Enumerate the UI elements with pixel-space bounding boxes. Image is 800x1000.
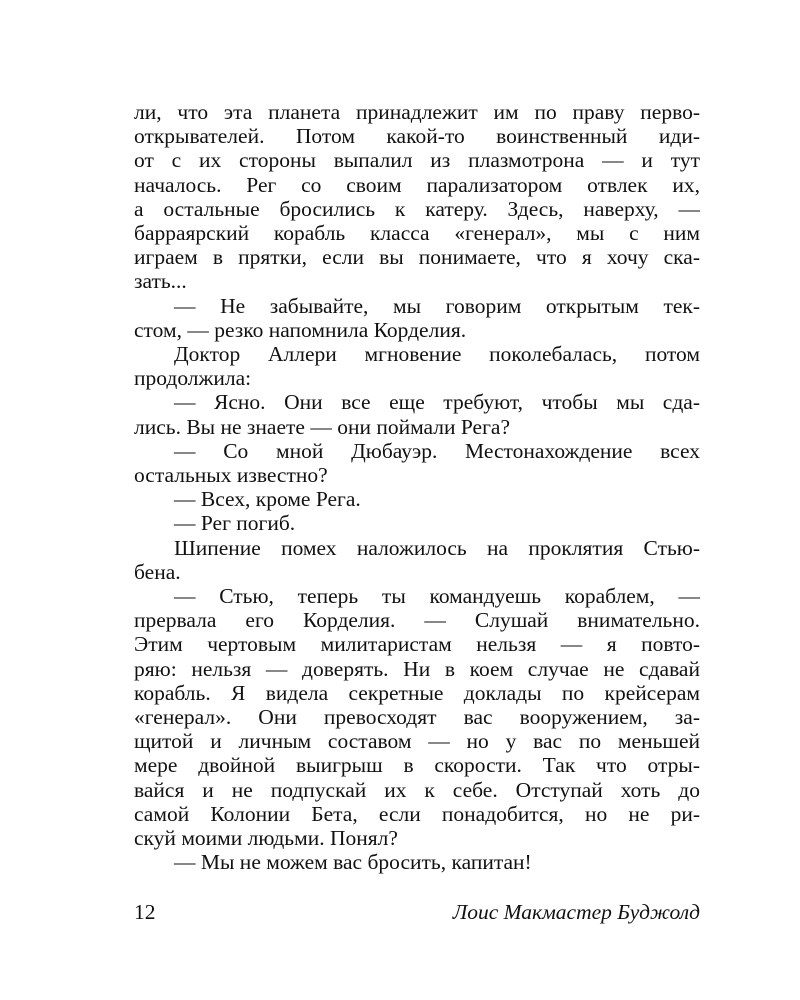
text-line: — Всех, кроме Рега. [174, 487, 361, 512]
text-line: щитой и личным составом — но у вас по меньшей [134, 729, 700, 754]
text-line: — Рег погиб. [174, 511, 296, 536]
text-line: барраярский корабль класса «генерал», мы с ним [134, 221, 700, 246]
text-line: — Не забывайте, мы говорим открытым тек- [174, 293, 700, 318]
text-line: самой Колонии Бета, если понадобится, но не ри- [134, 801, 700, 826]
running-footer-author: Лоис Макмастер Буджолд [452, 900, 700, 924]
text-line: корабль. Я видела секретные доклады по крейсерам [134, 680, 700, 705]
text-line: зать... [134, 269, 187, 294]
text-line: — Стью, теперь ты командуешь кораблем, — [174, 584, 700, 609]
page-number: 12 [134, 900, 156, 924]
text-line: от с их стороны выпалил из плазмотрона — и тут [134, 148, 700, 173]
text-line: «генерал». Они превосходят вас вооружением, за- [134, 705, 700, 730]
text-line: играем в прятки, если вы понимаете, что я хочу ска- [134, 245, 700, 270]
text-line: — Ясно. Они все еще требуют, чтобы мы сда- [174, 390, 700, 415]
text-line: открывателей. Потом какой-то воинственный иди- [134, 124, 700, 149]
text-line: — Мы не можем вас бросить, капитан! [174, 850, 532, 875]
text-line: лись. Вы не знаете — они поймали Рега? [134, 414, 511, 439]
text-line: Этим чертовым милитаристам нельзя — я повто- [134, 632, 700, 657]
text-line: ряю: нельзя — доверять. Ни в коем случае не сдавай [134, 656, 700, 681]
text-line: мере двойной выигрыш в скорости. Так что отры- [134, 753, 700, 778]
text-line: Доктор Аллери мгновение поколебалась, потом [174, 342, 700, 367]
text-line: остальных известно? [134, 463, 328, 488]
body-text [134, 100, 700, 875]
text-line: стом, — резко напомнила Корделия. [134, 317, 467, 342]
text-line: вайся и не подпускай их к себе. Отступай хоть до [134, 777, 700, 802]
text-line: прервала его Корделия. — Слушай внимательно. [134, 608, 700, 633]
text-line: ли, что эта планета принадлежит им по праву перво- [134, 100, 700, 124]
text-line: скуй моими людьми. Понял? [134, 826, 398, 851]
text-line: — Со мной Дюбауэр. Местонахождение всех [174, 438, 700, 463]
text-line: Шипение помех наложилось на проклятия Стью- [174, 535, 700, 560]
text-line: а остальные бросились к катеру. Здесь, наверху, — [134, 196, 700, 221]
text-line: бена. [134, 559, 181, 584]
text-line: продолжила: [134, 366, 252, 391]
text-line: началось. Рег со своим парализатором отвлек их, [134, 172, 700, 197]
